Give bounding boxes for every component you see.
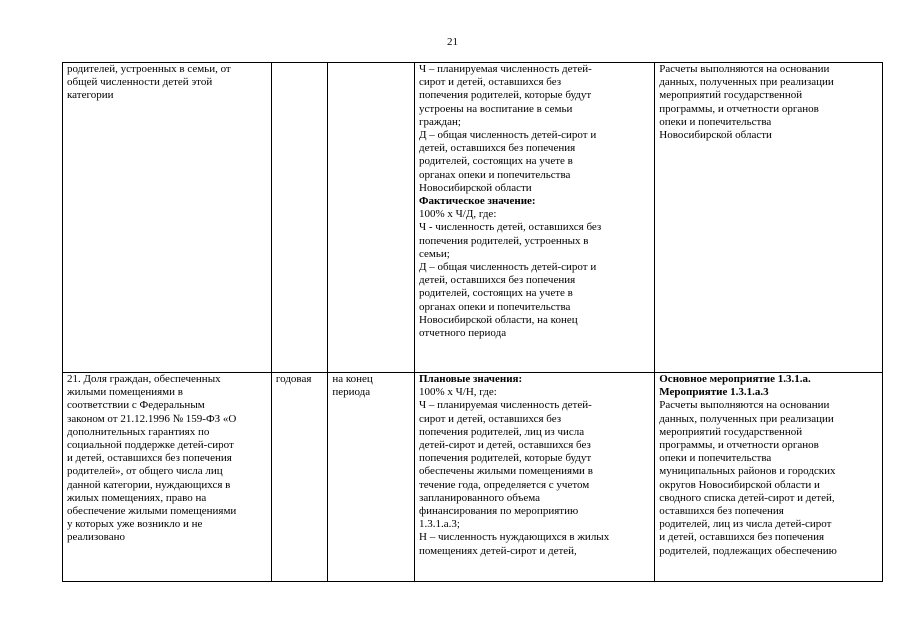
cell-text-line: муниципальных районов и городских bbox=[659, 465, 836, 478]
data-source-cell bbox=[655, 63, 883, 373]
page-number: 21 bbox=[447, 36, 458, 48]
cell-text-line: Основное мероприятие 1.3.1.а. bbox=[659, 373, 811, 385]
cell-text-line: программы, и отчетности органов bbox=[659, 439, 819, 452]
cell-text-line: устроены на воспитание в семьи bbox=[419, 102, 573, 115]
cell-text-line: Новосибирской области bbox=[659, 129, 772, 142]
cell-text-line: округов Новосибирской области и bbox=[659, 478, 820, 491]
cell-text-line: данных, полученных при реализации bbox=[659, 412, 834, 425]
cell-text-line: мероприятий государственной bbox=[659, 425, 803, 438]
cell-text-line: попечения родителей, которые будут bbox=[419, 89, 592, 102]
indicator-name-cell bbox=[63, 373, 272, 582]
cell-text-line: Мероприятие 1.3.1.а.3 bbox=[659, 386, 769, 399]
cell-text-line: запланированного объема bbox=[419, 491, 540, 504]
cell-text-line: Расчеты выполняются на основании bbox=[659, 63, 830, 75]
cell-text-line: опеки и попечительства bbox=[659, 452, 772, 465]
timing-cell bbox=[328, 63, 415, 373]
periodicity-cell bbox=[271, 373, 327, 582]
cell-text-line: и детей, оставшихся без попечения bbox=[67, 452, 232, 465]
cell-text-line: категории bbox=[67, 89, 114, 102]
cell-text-line: попечения родителей, устроенных в bbox=[419, 234, 589, 247]
cell-text-line: периода bbox=[332, 386, 371, 399]
table-row bbox=[63, 63, 883, 373]
cell-text-line: родителей, подлежащих обеспечению bbox=[659, 544, 837, 557]
cell-text-line: попечения родителей, лиц из числа bbox=[419, 425, 585, 438]
cell-text-line: мероприятий государственной bbox=[659, 89, 803, 102]
cell-text-line: обеспечение жилыми помещениями bbox=[67, 505, 237, 518]
cell-text-line: детей, оставшихся без попечения bbox=[419, 274, 576, 287]
calculation-method-cell bbox=[415, 373, 655, 582]
cell-text-line: реализовано bbox=[67, 531, 125, 544]
calculation-method-cell bbox=[415, 63, 655, 373]
cell-text-line: обеспечены жилыми помещениями в bbox=[419, 465, 593, 478]
cell-text-line: Новосибирской области, на конец bbox=[419, 313, 578, 326]
cell-text-line: дополнительных гарантиях по bbox=[67, 425, 210, 438]
periodicity-cell bbox=[271, 63, 327, 373]
cell-text-line: Плановые значения: bbox=[419, 373, 523, 385]
cell-text-line: программы, и отчетности органов bbox=[659, 102, 819, 115]
cell-text-line: детей-сирот и детей, оставшихся без bbox=[419, 439, 591, 452]
cell-text-line: Д – общая численность детей-сирот и bbox=[419, 261, 597, 274]
indicator-table bbox=[62, 62, 883, 582]
cell-text-line: органах опеки и попечительства bbox=[419, 168, 571, 181]
cell-text-line: финансирования по мероприятию bbox=[419, 505, 579, 518]
cell-text-line: родителей, устроенных в семьи, от bbox=[67, 63, 231, 75]
cell-text-line: сирот и детей, оставшихся без bbox=[419, 76, 562, 89]
cell-text-line: и детей, оставшихся без попечения bbox=[659, 531, 825, 544]
cell-text-line: детей, оставшихся без попечения bbox=[419, 142, 576, 155]
cell-text-line: законом от 21.12.1996 № 159-ФЗ «О bbox=[67, 412, 237, 425]
cell-text-line: родителей, состоящих на учете в bbox=[419, 287, 573, 300]
cell-text-line: Ч – планируемая численность детей- bbox=[419, 399, 592, 412]
table-row bbox=[63, 373, 883, 582]
cell-text-line: помещениях детей-сирот и детей, bbox=[419, 544, 577, 557]
cell-text-line: жилыми помещениями в bbox=[67, 386, 183, 399]
cell-text-line: родителей, лиц из числа детей-сирот bbox=[659, 518, 832, 531]
cell-text-line: Фактическое значение: bbox=[419, 195, 536, 208]
cell-text-line: Новосибирской области bbox=[419, 181, 532, 194]
cell-text-line: сирот и детей, оставшихся без bbox=[419, 412, 562, 425]
cell-text-line: оставшихся без попечения bbox=[659, 505, 784, 518]
cell-text-line: 100% х Ч/Д, где: bbox=[419, 208, 497, 221]
cell-text-line: попечения родителей, которые будут bbox=[419, 452, 592, 465]
cell-text-line: граждан; bbox=[419, 115, 461, 128]
cell-text-line: соответствии с Федеральным bbox=[67, 399, 205, 412]
cell-text-line: родителей», от общего числа лиц bbox=[67, 465, 223, 478]
cell-text-line: 1.3.1.а.3; bbox=[419, 518, 460, 531]
cell-text-line: общей численности детей этой bbox=[67, 76, 213, 89]
cell-text-line: 21. Доля граждан, обеспеченных bbox=[67, 373, 221, 385]
cell-text-line: социальной поддержке детей-сирот bbox=[67, 439, 234, 452]
data-source-cell bbox=[655, 373, 883, 582]
cell-text-line: Расчеты выполняются на основании bbox=[659, 399, 830, 412]
cell-text-line: данных, полученных при реализации bbox=[659, 76, 834, 89]
cell-text-line: органах опеки и попечительства bbox=[419, 300, 571, 313]
indicator-name-cell bbox=[63, 63, 272, 373]
cell-text-line: родителей, состоящих на учете в bbox=[419, 155, 573, 168]
cell-text-line: течение года, определяется с учетом bbox=[419, 478, 590, 491]
cell-text-line: сводного списка детей-сирот и детей, bbox=[659, 491, 835, 504]
cell-text-line: данной категории, нуждающихся в bbox=[67, 478, 231, 491]
cell-text-line: Д – общая численность детей-сирот и bbox=[419, 129, 597, 142]
cell-text-line: семьи; bbox=[419, 247, 450, 260]
cell-text-line: Ч - численность детей, оставшихся без bbox=[419, 221, 602, 234]
cell-text-line: Ч – планируемая численность детей- bbox=[419, 63, 592, 75]
cell-text-line: Н – численность нуждающихся в жилых bbox=[419, 531, 610, 544]
timing-cell bbox=[328, 373, 415, 582]
cell-text-line: опеки и попечительства bbox=[659, 115, 772, 128]
cell-text-line: на конец bbox=[332, 373, 373, 385]
cell-text-line: у которых уже возникло и не bbox=[67, 518, 203, 531]
cell-text-line: годовая bbox=[275, 373, 312, 385]
cell-text-line: 100% х Ч/Н, где: bbox=[419, 386, 497, 399]
cell-text-line: отчетного периода bbox=[419, 327, 507, 340]
cell-text-line: жилых помещениях, право на bbox=[67, 491, 207, 504]
